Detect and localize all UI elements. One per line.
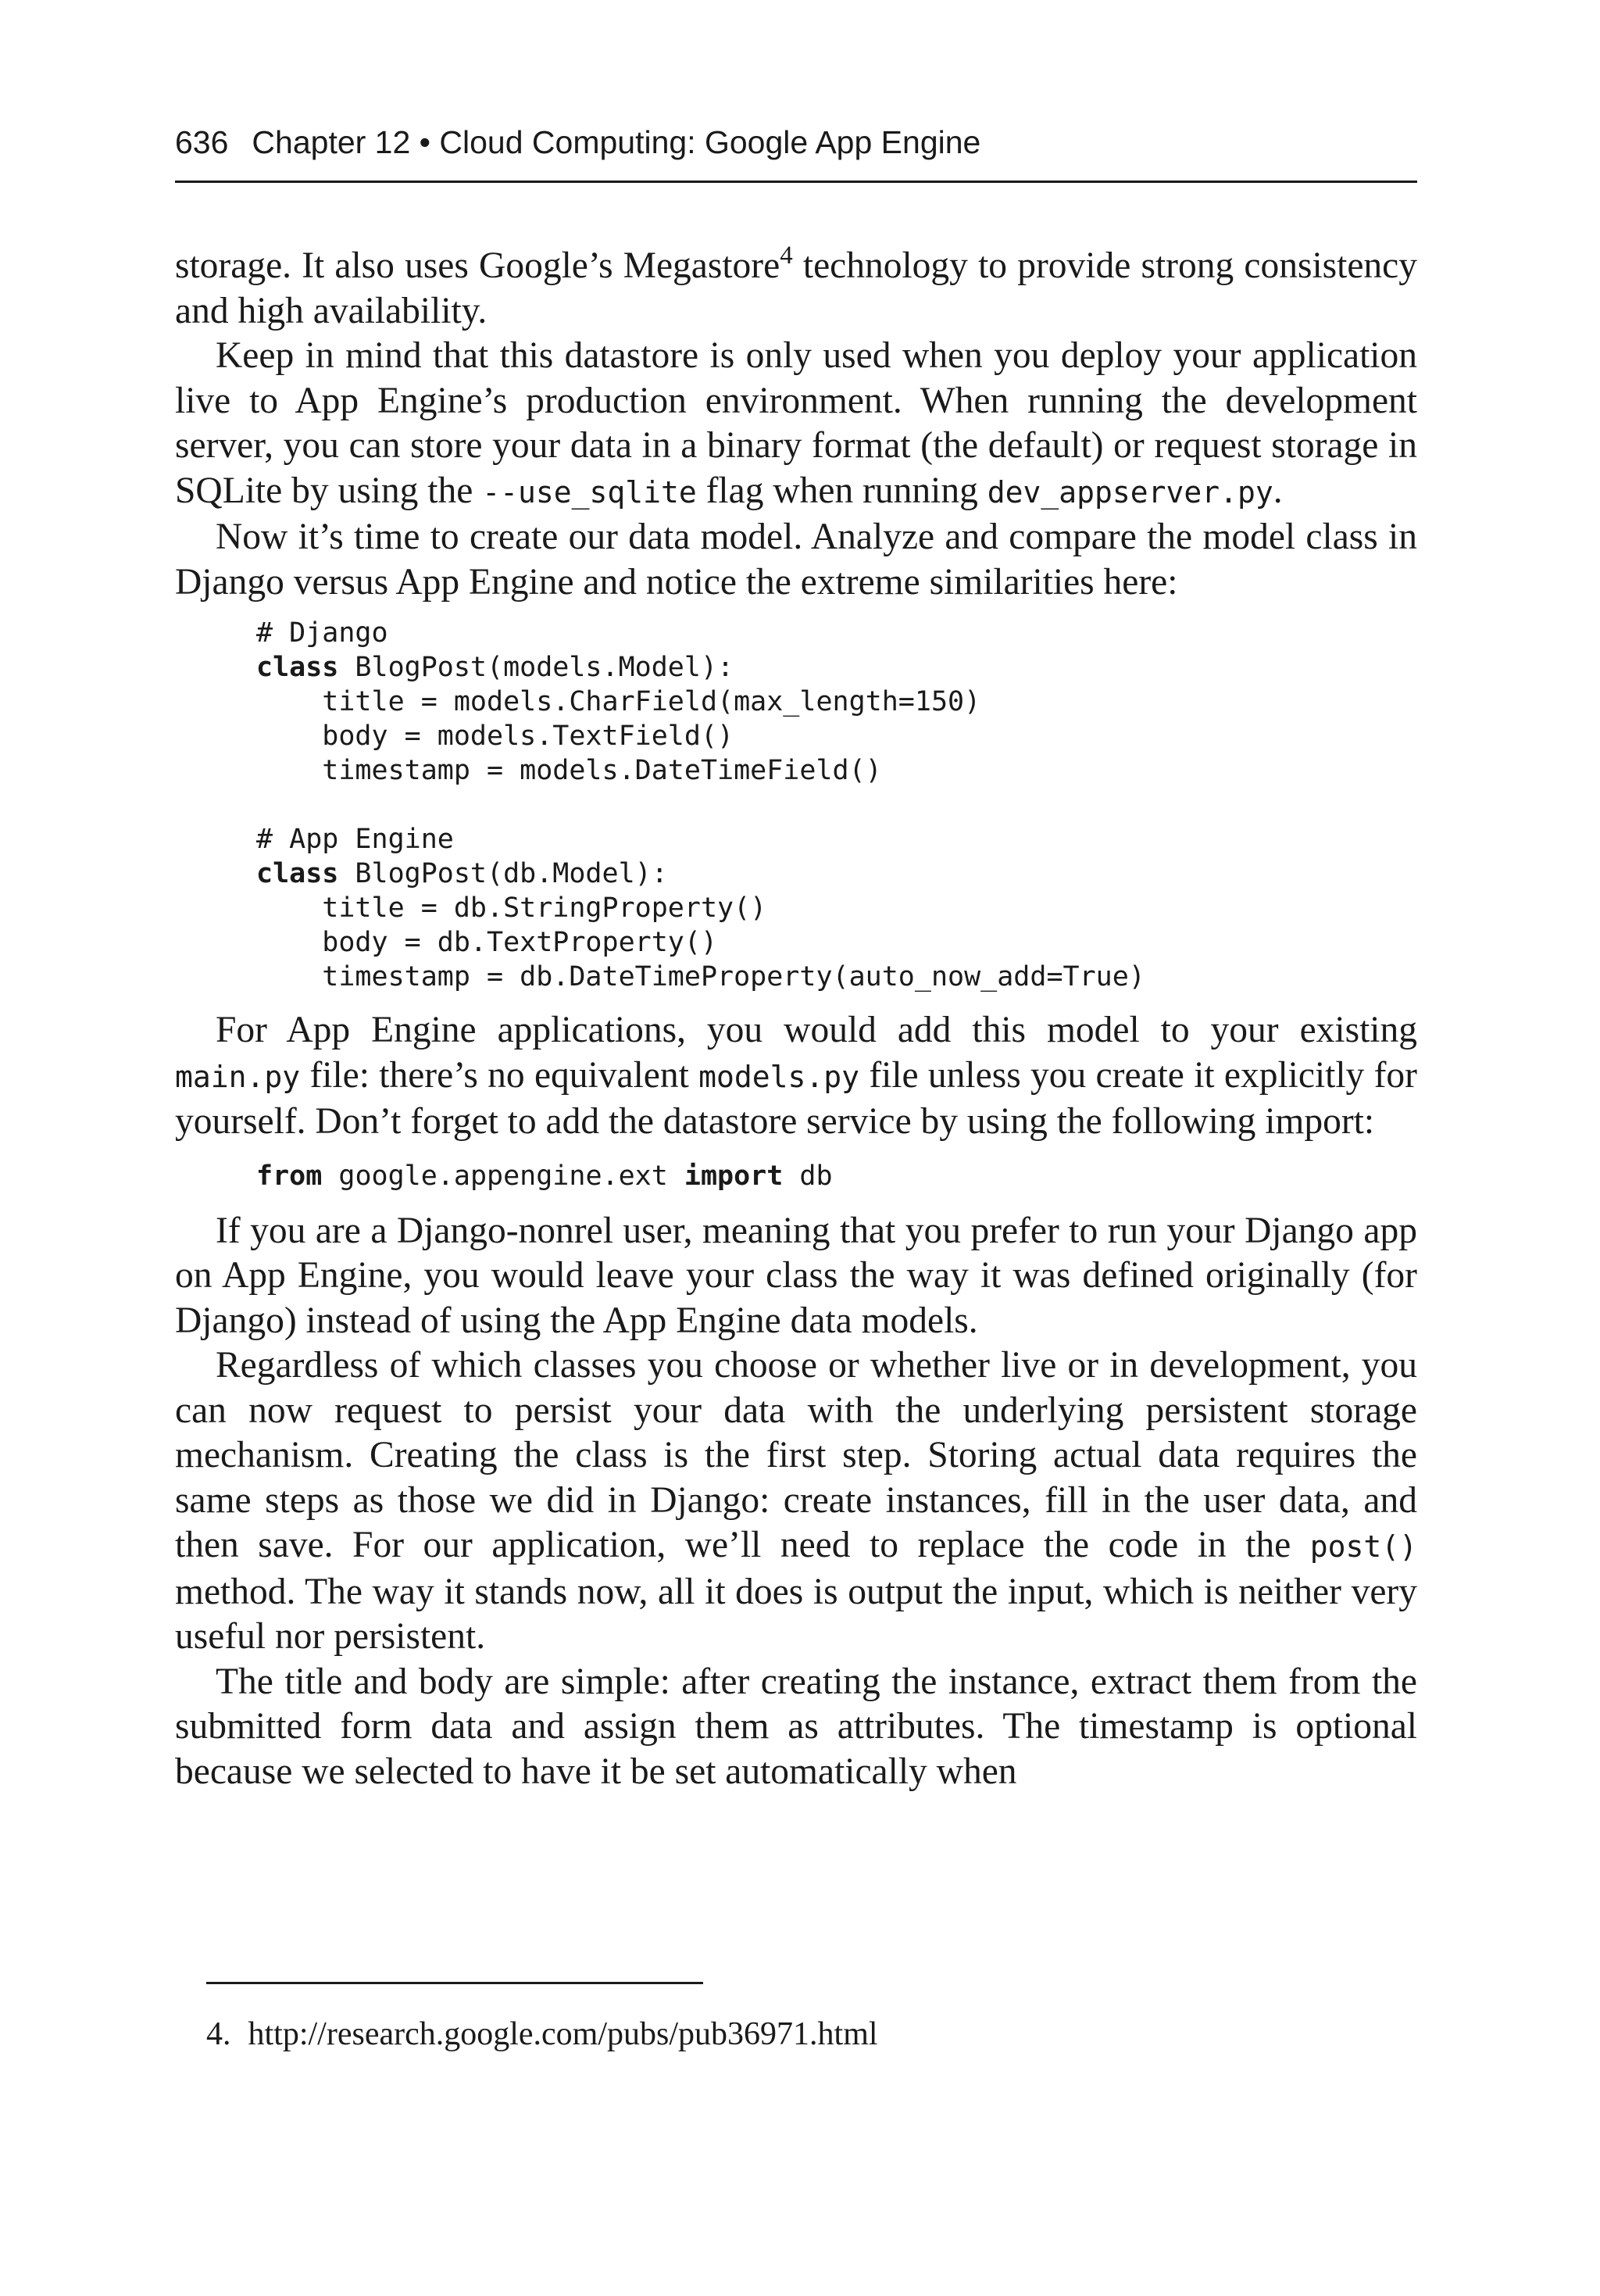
code-keyword-class: class [256, 652, 339, 683]
footnote-4 [206, 2012, 878, 2056]
code-line: timestamp = db.DateTimeProperty(auto_now_add=True) [256, 961, 1145, 992]
paragraph-1-text: storage. It also uses Google’s Megastore [175, 245, 780, 286]
page-number: 636 [175, 124, 229, 160]
code-keyword-from: from [256, 1160, 323, 1192]
code-comment-appengine: # App Engine [256, 824, 454, 855]
code-line: BlogPost(db.Model): [338, 858, 668, 889]
code-module: google.appengine.ext [322, 1160, 684, 1192]
paragraph-5: If you are a Django-nonrel user, meaning that you prefer to run your Django app on App Engine, you would leave your class the way it was defined originally (for Django) instead of using the App Engine data models. [175, 1210, 1417, 1341]
paragraph-1 [175, 241, 1417, 334]
paragraph-7: The title and body are simple: after creating the instance, extract them from the submitted form data and assign them as attributes. The timestamp is optional because we selected to have it be set automatically when [175, 1661, 1417, 1792]
paragraph-6-text: Regardless of which classes you choose or whether live or in development, you can now request to persist your data with the underlying persistent storage mechanism. Creating the class is the first step. Storing actual data requires the same steps as those we did in Django: create instances, fill in the user data, and then save. For our application, we’ll need to replace the code in the [175, 1345, 1417, 1565]
code-line: timestamp = models.DateTimeField() [256, 755, 882, 786]
paragraph-4-text: For App Engine applications, you would add this model to your existing [216, 1010, 1417, 1050]
paragraph-6-text-cont: method. The way it stands now, all it does is output the input, which is neither very useful nor persistent. [175, 1571, 1417, 1657]
code-name: db [783, 1160, 833, 1192]
code-line: title = models.CharField(max_length=150) [256, 686, 981, 717]
chapter-title: Chapter 12 • Cloud Computing: Google App Engine [252, 124, 981, 160]
paragraph-2-text: Keep in mind that this datastore is only used when you deploy your application live to App Engine’s production environment. When running the development server, you can store your data in a binary format (the default) or request storage in SQLite by using the [175, 335, 1417, 511]
inline-code-post: post() [1309, 1529, 1417, 1564]
footnote-ref-4: 4 [780, 241, 793, 270]
inline-code-main-py: main.py [175, 1059, 301, 1094]
inline-code-dev-appserver: dev_appserver.py [987, 474, 1273, 510]
code-line: body = models.TextField() [256, 721, 734, 752]
code-keyword-import: import [684, 1160, 784, 1192]
paragraph-2-text-end: . [1273, 470, 1283, 511]
inline-code-use-sqlite: --use_sqlite [482, 474, 697, 510]
code-block-models [256, 616, 1417, 994]
paragraph-4-text-cont: file: there’s no equivalent [300, 1054, 699, 1096]
paragraph-2 [175, 334, 1417, 515]
footnote-url: http://research.google.com/pubs/pub36971.html [248, 2016, 878, 2052]
footnote-divider [206, 1982, 703, 1984]
code-line: body = db.TextProperty() [256, 927, 718, 958]
code-line: BlogPost(models.Model): [338, 652, 734, 683]
code-comment-django: # Django [256, 617, 388, 649]
paragraph-4 [175, 1008, 1417, 1145]
main-text [175, 241, 1417, 1794]
paragraph-4-text-end: file unless you create it explicitly for yourself. Don’t forget to add the datastore service by using the following import: [175, 1054, 1417, 1142]
inline-code-models-py: models.py [698, 1059, 860, 1094]
paragraph-2-text-cont: flag when running [696, 470, 988, 511]
paragraph-1-text-cont: technology to provide strong consistency and high availability. [175, 245, 1417, 331]
footnote-number: 4. [206, 2016, 231, 2052]
code-line: title = db.StringProperty() [256, 892, 767, 924]
running-header [175, 117, 1417, 183]
paragraph-6 [175, 1343, 1417, 1660]
paragraph-3: Now it’s time to create our data model. Analyze and compare the model class in Django versus App Engine and notice the extreme similarities here: [175, 517, 1417, 603]
code-block-import [256, 1159, 1417, 1193]
code-keyword-class: class [256, 858, 339, 889]
